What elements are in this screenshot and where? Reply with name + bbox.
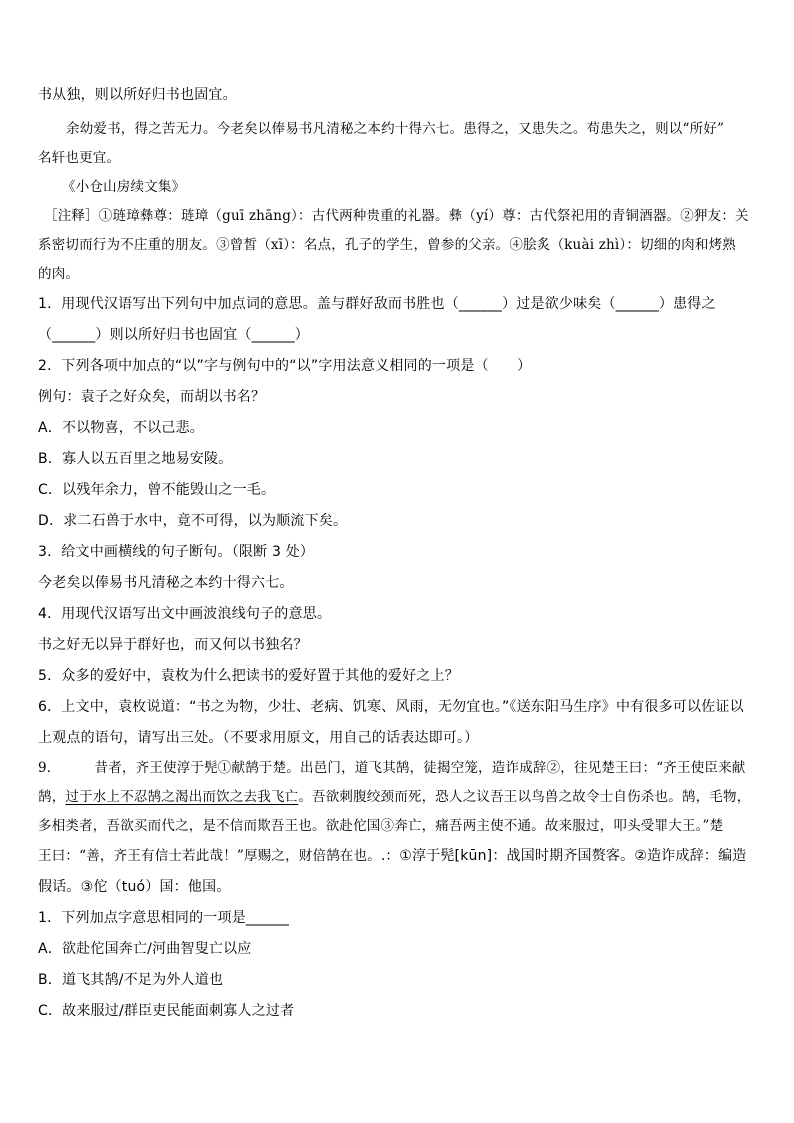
- question-6-line: 6．上文中，袁枚说道：“书之为物，少壮、老病、饥寒、风雨，无勿宜也。”《送东阳马生序》中有很多可以佐证以: [38, 699, 744, 715]
- section-9-text: 王曰：“善，齐王有信士若此哉！”厚赐之，财倍鹄在也。.：: [38, 848, 400, 864]
- question-2-option-c: C．以残年余力，曾不能毁山之一毛。: [38, 482, 276, 498]
- q9-option-a: A．欲赴佗国奔亡/河曲智叟亡以应: [38, 941, 252, 957]
- question-2-example: 例句：袁子之好众矣，而胡以书名？: [38, 389, 266, 405]
- section-9-line: [38, 841, 758, 872]
- question-4-sentence: 书之好无以异于群好也，而又何以书独名？: [38, 637, 308, 653]
- passage-notes-line: 系密切而行为不庄重的朋友。③曾皙（xī）：名点，孔子的学生，曾参的父亲。④脍炙（kuài zhì）：切细的肉和烤熟: [38, 237, 736, 253]
- passage-body-line: 名轩也更宜。: [38, 150, 121, 166]
- section-9-line: 多相类者，吾欲买而代之，是不信而欺吾王也。欲赴佗国③奔亡，痛吾两主使不通。故来服过，叩头受罪大王。”楚: [38, 818, 724, 834]
- passage-tail-line: 书从独，则以所好归书也固宜。: [38, 87, 237, 103]
- document-page: [38, 80, 758, 1027]
- underlined-sentence: 过于水上不忍鹄之渴出而饮之去我飞亡: [65, 789, 299, 805]
- question-3-stem: 3．给文中画横线的句子断句。（限断 3 处）: [38, 544, 315, 560]
- question-4-stem: 4．用现代汉语写出文中画波浪线句子的意思。: [38, 606, 332, 622]
- section-9-notes-line: 假话。③佗（tuó）国：他国。: [38, 879, 231, 895]
- question-2-option-a: A．不以物喜，不以己悲。: [38, 420, 204, 436]
- section-9-text: 。吾欲刺腹绞颈而死，恐人之议吾王以鸟兽之故令士自伤杀也。鹄，毛物，: [298, 789, 751, 805]
- passage-notes-line: 的肉。: [38, 266, 80, 282]
- section-9-lead: 鹄，: [38, 789, 66, 805]
- section-9-line: [38, 783, 758, 812]
- question-6-line: 上观点的语句，请写出三处。（不要求用原文，用自己的话表达即可。）: [38, 730, 479, 746]
- q9-question-1-stem: 1．下列加点字意思相同的一项是______: [38, 910, 290, 926]
- question-1-line: （______）则以所好归书也固宜（______）: [38, 327, 309, 343]
- passage-notes-line: ［注释］①琏璋彝尊：琏璋（guī zhāng）：古代两种贵重的礼器。彝（yí）尊：古代祭祀用的青铜酒器。②狎友：关: [44, 208, 749, 224]
- question-2-option-b: B．寡人以五百里之地易安陵。: [38, 451, 233, 467]
- passage-body-line: 余幼爱书，得之苦无力。今老矣以俸易书凡清秘之本约十得六七。患得之，又患失之。苟患失之，则以“所好”: [66, 121, 725, 137]
- question-2-option-d: D．求二石兽于水中，竟不可得，以为顺流下矣。: [38, 513, 348, 529]
- section-9-number: 9．: [38, 760, 61, 776]
- question-2-stem: 2．下列各项中加点的“以”字与例句中的“以”字用法意义相同的一项是（ ）: [38, 358, 532, 374]
- q9-option-c: C．故来服过/群臣吏民能面刺寡人之过者: [38, 1003, 295, 1019]
- question-1-line: 1．用现代汉语写出下列句中加点词的意思。盖与群好敌而书胜也（______）过是欲少味矣（______）患得之: [38, 296, 716, 312]
- section-9-text: 昔者，齐王使淳于髡①献鹄于楚。出邑门，道飞其鹄，徒揭空笼，造诈成辞②，往见楚王曰：“齐王使臣来献: [94, 760, 746, 776]
- question-3-sentence: 今老矣以俸易书凡清秘之本约十得六七。: [38, 575, 294, 591]
- q9-option-b: B．道飞其鹄/不足为外人道也: [38, 972, 224, 988]
- section-9-notes: ①淳于髡[kūn]：战国时期齐国赘客。②造诈成辞：编造: [399, 848, 747, 864]
- passage-source: 《小仓山房续文集》: [62, 179, 186, 195]
- section-9-line: [38, 754, 758, 783]
- question-5-stem: 5．众多的爱好中，袁枚为什么把读书的爱好置于其他的爱好之上？: [38, 668, 459, 684]
